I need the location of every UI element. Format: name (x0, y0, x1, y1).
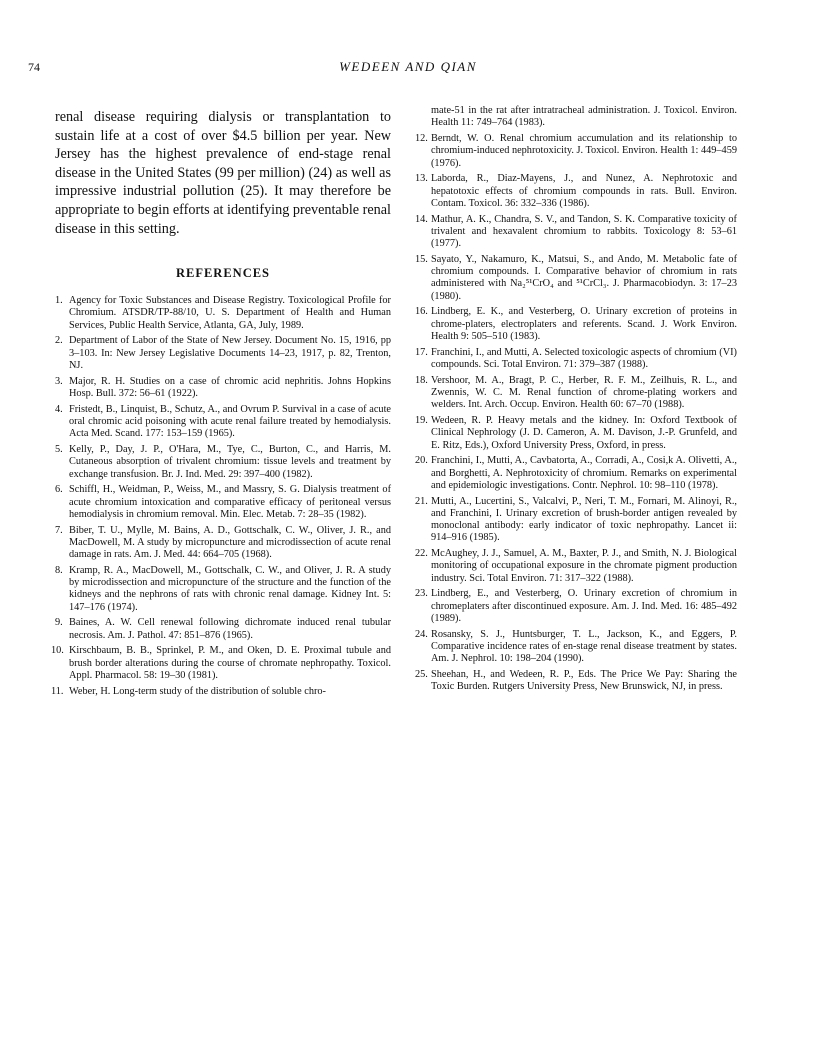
left-column (51, 108, 391, 701)
body-paragraph: renal disease requiring dialysis or transplantation to sustain life at a cost of over $4.5 billion per year. New Jersey has the highest prevalence of end-stage renal disease in the United States (99 per million) (24) as well as impressive industrial pollution (25). It may therefore be appropriate to begin efforts at identifying preventable renal disease in this setting. (55, 109, 391, 237)
references-list-left (51, 295, 391, 698)
reference-item: 21. Mutti, A., Lucertini, S., Valcalvi, P., Neri, T. M., Fornari, M. Alinoyi, R., and Franchini, I. Urinary excretion of brush-border antigen revealed by monoclonal antibody: early indicator of toxic nephropathy. Lancet ii: 914–916 (1985). (415, 495, 737, 544)
reference-item: 6. Schiffl, H., Weidman, P., Weiss, M., and Massry, S. G. Dialysis treatment of acute chromium intoxication and comparative efficacy of peritoneal versus hemodialysis in chromium removal. Min. Elec. Metab. 7: 28–35 (1982). (55, 484, 391, 520)
reference-item: 22. McAughey, J. J., Samuel, A. M., Baxter, P. J., and Smith, N. J. Biological monitoring of occupational exposure in the chromate pigment production industry. Sci. Total Environ. 71: 317–322 (1988). (415, 548, 737, 584)
references-heading: REFERENCES (175, 266, 271, 281)
reference-item: 17. Franchini, I., and Mutti, A. Selected toxicologic aspects of chromium (VI) compounds. Sci. Total Environ. 71: 379–387 (1988). (415, 346, 737, 370)
running-head: WEDEEN AND QIAN (339, 59, 477, 74)
reference-item: 18. Vershoor, M. A., Bragt, P. C., Herber, R. F. M., Zeilhuis, R. L., and Zwennis, W. C. M. Renal function of chrome-plating workers and welders. Int. Arch. Occup. Environ. Health 60: 67–70 (1988). (415, 374, 737, 411)
reference-item: 16. Lindberg, E. K., and Vesterberg, O. Urinary excretion of proteins in chrome-platers, electroplaters and referents. Scand. J. Work Environ. Health 9: 505–510 (1983). (415, 306, 737, 342)
reference-item: 4. Fristedt, B., Linquist, B., Schutz, A., and Ovrum P. Survival in a case of acute oral chromic acid poisoning with acute renal failure treated by hemodialysis. Acta Med. Scand. 177: 153–159 (1965). (55, 403, 391, 440)
reference-item: 8. Kramp, R. A., MacDowell, M., Gottschalk, C. W., and Oliver, J. R. A study by microdissection and micropuncture of the structure and the function of the kidneys and the nephrons of rats with chronic renal damage. Kidney Int. 5: 147–176 (1974). (55, 564, 391, 613)
right-column (417, 105, 737, 697)
reference-item: 2. Department of Labor of the State of New Jersey. Document No. 15, 1916, pp 3–103. In: New Jersey Legislative Documents 14–23, 1917, p. 82, Trenton, NJ. (55, 335, 391, 372)
reference-item: 20. Franchini, I., Mutti, A., Cavbatorta, A., Corradi, A., Cosi,k A. Olivetti, A., and Borghetti, A. Nephrotoxicity of chromium. Remarks on experimental and epidemiologic investigations. Contr. Nephrol. 10: 98–110 (1978). (415, 455, 737, 491)
reference-item: 12. Berndt, W. O. Renal chromium accumulation and its relationship to chromium-induced nephrotoxicity. J. Toxicol. Environ. Health 1: 449–459 (1976). (415, 132, 737, 169)
reference-item: 1. Agency for Toxic Substances and Disease Registry. Toxicological Profile for Chromium. ATSDR/TP-88/10, U. S. Department of Health and Human Services, Public Health Service, Atlanta, GA, July, 1989. (55, 295, 391, 331)
reference-item: 23. Lindberg, E., and Vesterberg, O. Urinary excretion of chromium in chromeplaters after discontinued exposure. Am. J. Ind. Med. 16: 485–492 (1989). (415, 588, 737, 624)
reference-item: 24. Rosansky, S. J., Huntsburger, T. L., Jackson, K., and Eggers, P. Comparative incidence rates of en-stage renal disease treatment by states. Am. J. Nephrol. 10: 198–204 (1990). (415, 628, 737, 665)
reference-item: 11. Weber, H. Long-term study of the distribution of soluble chro- (51, 685, 326, 697)
reference-item: 15. Sayato, Y., Nakamuro, K., Matsui, S., and Ando, M. Metabolic fate of chromium compounds. I. Comparative behavior of chromium in rats administered with Na₂⁵¹CrO₄ and ⁵¹CrCl₃. J. Pharmacobiodyn. 3: 17–23 (1980). (415, 253, 737, 302)
reference-item: 3. Major, R. H. Studies on a case of chromic acid nephritis. Johns Hopkins Hosp. Bull. 372: 56–61 (1922). (55, 375, 391, 400)
reference-continuation: mate-51 in the rat after intratracheal administration. J. Toxicol. Environ. Health 11: 749–764 (1983). (431, 105, 737, 129)
reference-item: 5. Kelly, P., Day, J. P., O'Hara, M., Tye, C., Burton, C., and Harris, M. Cutaneous absorption of trivalent chromium: tissue levels and treatment by exchange transfusion. Br. J. Ind. Med. 29: 397–400 (1982). (55, 443, 391, 480)
reference-item: 13. Laborda, R., Diaz-Mayens, J., and Nunez, A. Nephrotoxic and hepatotoxic effects of chromium compounds in rats. Bull. Environ. Contam. Toxicol. 36: 332–336 (1986). (415, 173, 737, 209)
reference-item: 7. Biber, T. U., Mylle, M. Bains, A. D., Gottschalk, C. W., Oliver, J. R., and MacDowell, M. A study by micropuncture and microdissection of acute renal damage in rats. Am. J. Med. 44: 664–705 (1968). (55, 524, 391, 561)
reference-item: 10. Kirschbaum, B. B., Sprinkel, P. M., and Oken, D. E. Proximal tubule and brush border alterations during the course of chromate nephropathy. Toxicol. Appl. Pharmacol. 58: 19–30 (1981). (51, 645, 391, 681)
reference-item: 14. Mathur, A. K., Chandra, S. V., and Tandon, S. K. Comparative toxicity of trivalent and hexavalent chromium to rabbits. Toxicology 8: 53–61 (1977). (415, 213, 737, 250)
reference-item: 19. Wedeen, R. P. Heavy metals and the kidney. In: Oxford Textbook of Clinical Nephrology (J. D. Cameron, A. M. Davison, J.-P. Grunfeld, and E. Ritz, Eds.), Oxford University Press, Oxford, in press. (415, 414, 737, 451)
references-list-right (417, 133, 737, 694)
page-number: 74 (28, 60, 40, 74)
reference-item: 9. Baines, A. W. Cell renewal following dichromate induced renal tubular necrosis. Am. J. Pathol. 47: 851–876 (1965). (55, 617, 391, 641)
reference-item: 25. Sheehan, H., and Wedeen, R. P., Eds. The Price We Pay: Sharing the Toxic Burden. Rutgers University Press, New Brunswick, NJ, in press. (415, 668, 737, 693)
